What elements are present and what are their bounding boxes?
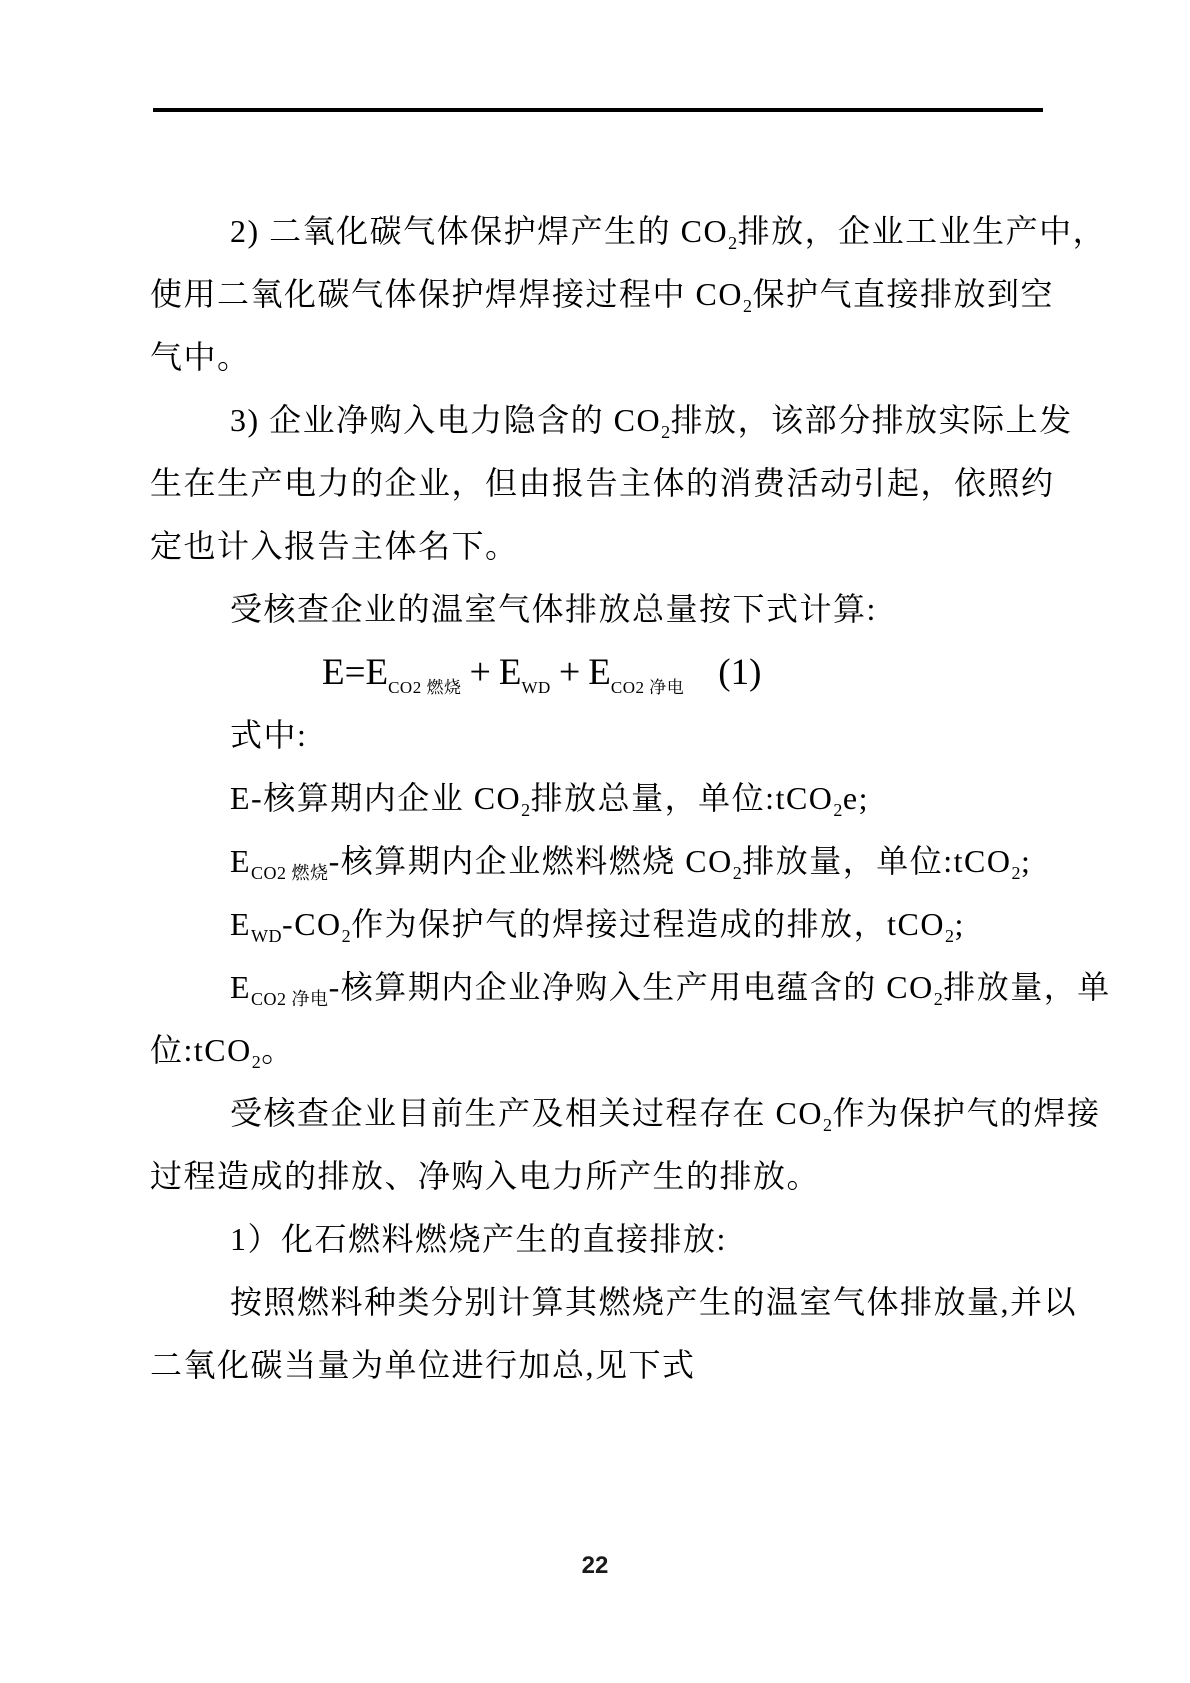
text-line [150,326,1050,389]
text-segment: E-核算期内企业 CO [230,780,522,816]
subscript: 2 [732,863,743,883]
formula-line [150,641,1050,704]
subscript: 2 [521,800,531,820]
text-line [150,263,1054,326]
text-line [150,452,1055,515]
subscript: 2 [341,926,352,946]
subscript: 2 [833,800,843,820]
text-segment: 排放，企业工业生产中， [737,213,1107,249]
text-line [150,767,1050,830]
text-segment: 排放量，单 [943,969,1111,1005]
text-segment: 排放总量，单位:tCO [530,780,834,816]
text-segment: 1）化石燃料燃烧产生的直接排放: [230,1221,727,1257]
document-body [150,200,1111,1397]
plus-operator: + [469,651,491,693]
text-segment: 保护气直接排放到空 [752,276,1054,312]
text-segment: 受核查企业目前生产及相关过程存在 CO [230,1095,823,1131]
text-segment: E [588,652,611,693]
text-segment: 生在生产电力的企业，但由报告主体的消费活动引起，依照约 [150,465,1055,501]
text-line [150,578,1050,641]
subscript: WD [521,678,551,697]
text-line [150,830,1050,893]
subscript: CO2 净电 [610,678,685,697]
text-segment: e; [842,780,870,816]
text-segment: 受核查企业的温室气体排放总量按下式计算: [230,591,877,627]
text-segment: -核算期内企业燃料燃烧 CO [328,843,733,879]
header-rule [153,108,1043,112]
text-line [150,1082,1101,1145]
text-line [150,1145,1050,1208]
subscript: 2 [728,233,738,253]
text-segment: 式中: [230,717,308,753]
text-segment: E [230,969,252,1005]
text-segment: -核算期内企业净购入生产用电蕴含的 CO [328,969,934,1005]
subscript: CO2 燃烧 [388,678,462,697]
text-segment: 过程造成的排放、净购入电力所产生的排放。 [150,1158,821,1194]
text-segment: 气中。 [150,339,251,375]
plus-operator: + [558,651,581,693]
subscript: 2 [742,296,753,316]
text-line [150,1271,1078,1334]
text-segment: ; [954,906,965,942]
text-segment: 3) 企业净购入电力隐含的 CO [230,402,662,438]
text-segment: 2) 二氧化碳气体保护焊产生的 CO [230,213,729,249]
text-line [150,1208,1050,1271]
text-segment: E [498,652,522,693]
text-line [150,200,1107,263]
text-line [150,389,1073,452]
text-segment: 作为保护气的焊接 [832,1095,1101,1131]
subscript: 2 [1011,863,1021,883]
text-segment: 按照燃料种类分别计算其燃烧产生的温室气体排放量,并以 [230,1284,1078,1320]
equation-number: (1) [718,652,762,693]
text-line [150,956,1111,1019]
subscript: 2 [251,1052,262,1072]
subscript: 2 [945,926,955,946]
text-line [150,1019,1050,1082]
subscript: 2 [933,989,944,1009]
subscript: CO2 燃烧 [251,863,329,883]
text-segment: 位:tCO [150,1032,252,1068]
text-segment: 使用二氧化碳气体保护焊焊接过程中 CO [150,276,743,312]
subscript: 2 [822,1115,833,1135]
text-segment: 排放量，单位:tCO [742,843,1012,879]
text-segment: 。 [261,1032,295,1068]
text-line [150,1334,1050,1397]
text-segment: -CO [282,906,342,942]
page-number: 22 [581,1552,609,1579]
text-segment: 作为保护气的焊接过程造成的排放，tCO [351,906,946,942]
text-segment: 定也计入报告主体名下。 [150,528,519,564]
subscript: WD [251,926,283,946]
text-line [150,704,1050,767]
text-segment: 二氧化碳当量为单位进行加总,见下式 [150,1347,696,1383]
text-line [150,515,1050,578]
text-segment: ; [1020,843,1032,879]
text-line [150,893,1050,956]
subscript: 2 [661,422,671,442]
text-segment: E=E [322,652,389,693]
text-segment: 排放，该部分排放实际上发 [670,402,1073,438]
text-segment: E [230,843,252,879]
text-segment: E [230,906,252,942]
subscript: CO2 净电 [251,989,329,1009]
